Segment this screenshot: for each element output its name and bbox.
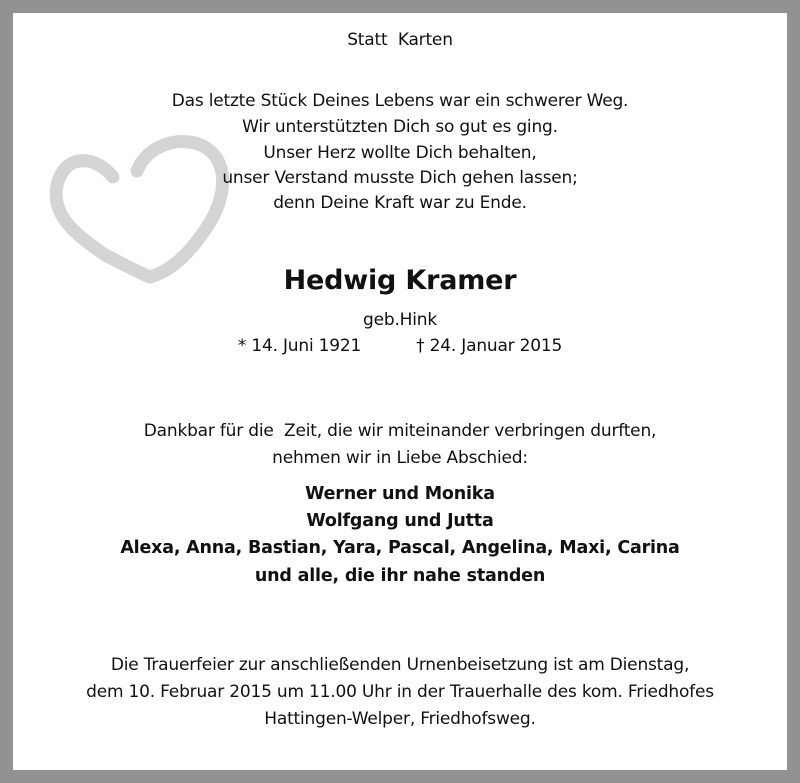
header-text: Statt Karten [347,30,453,50]
mourner-line: Wolfgang und Jutta [306,511,494,531]
thanks-line: nehmen wir in Liebe Abschied: [272,448,528,468]
deceased-name: Hedwig Kramer [283,265,517,296]
dates [0,336,800,356]
thanks-line: Dankbar für die Zeit, die wir miteinander verbringen durften, [143,421,657,441]
mourner-line: und alle, die ihr nahe standen [254,566,546,586]
died-date: † 24. Januar 2015 [416,336,563,356]
mourner-line: Alexa, Anna, Bastian, Yara, Pascal, Angelina, Maxi, Carina [120,538,680,558]
verse-line: Das letzte Stück Deines Lebens war ein schwerer Weg. [171,91,629,111]
funeral-line: Hattingen-Welper, Friedhofsweg. [264,709,536,729]
mourner-line: Werner und Monika [305,484,495,504]
verse-line: denn Deine Kraft war zu Ende. [273,193,527,213]
birth-name: geb.Hink [363,310,437,330]
funeral-line: dem 10. Februar 2015 um 11.00 Uhr in der Trauerhalle des kom. Friedhofes [86,682,714,702]
verse-line: unser Verstand musste Dich gehen lassen; [222,168,578,188]
funeral-line: Die Trauerfeier zur anschließenden Urnenbeisetzung ist am Dienstag, [110,655,690,675]
verse-line: Unser Herz wollte Dich behalten, [263,143,537,163]
verse-line: Wir unterstützten Dich so gut es ging. [242,117,558,137]
born-date: * 14. Juni 1921 [237,336,362,356]
